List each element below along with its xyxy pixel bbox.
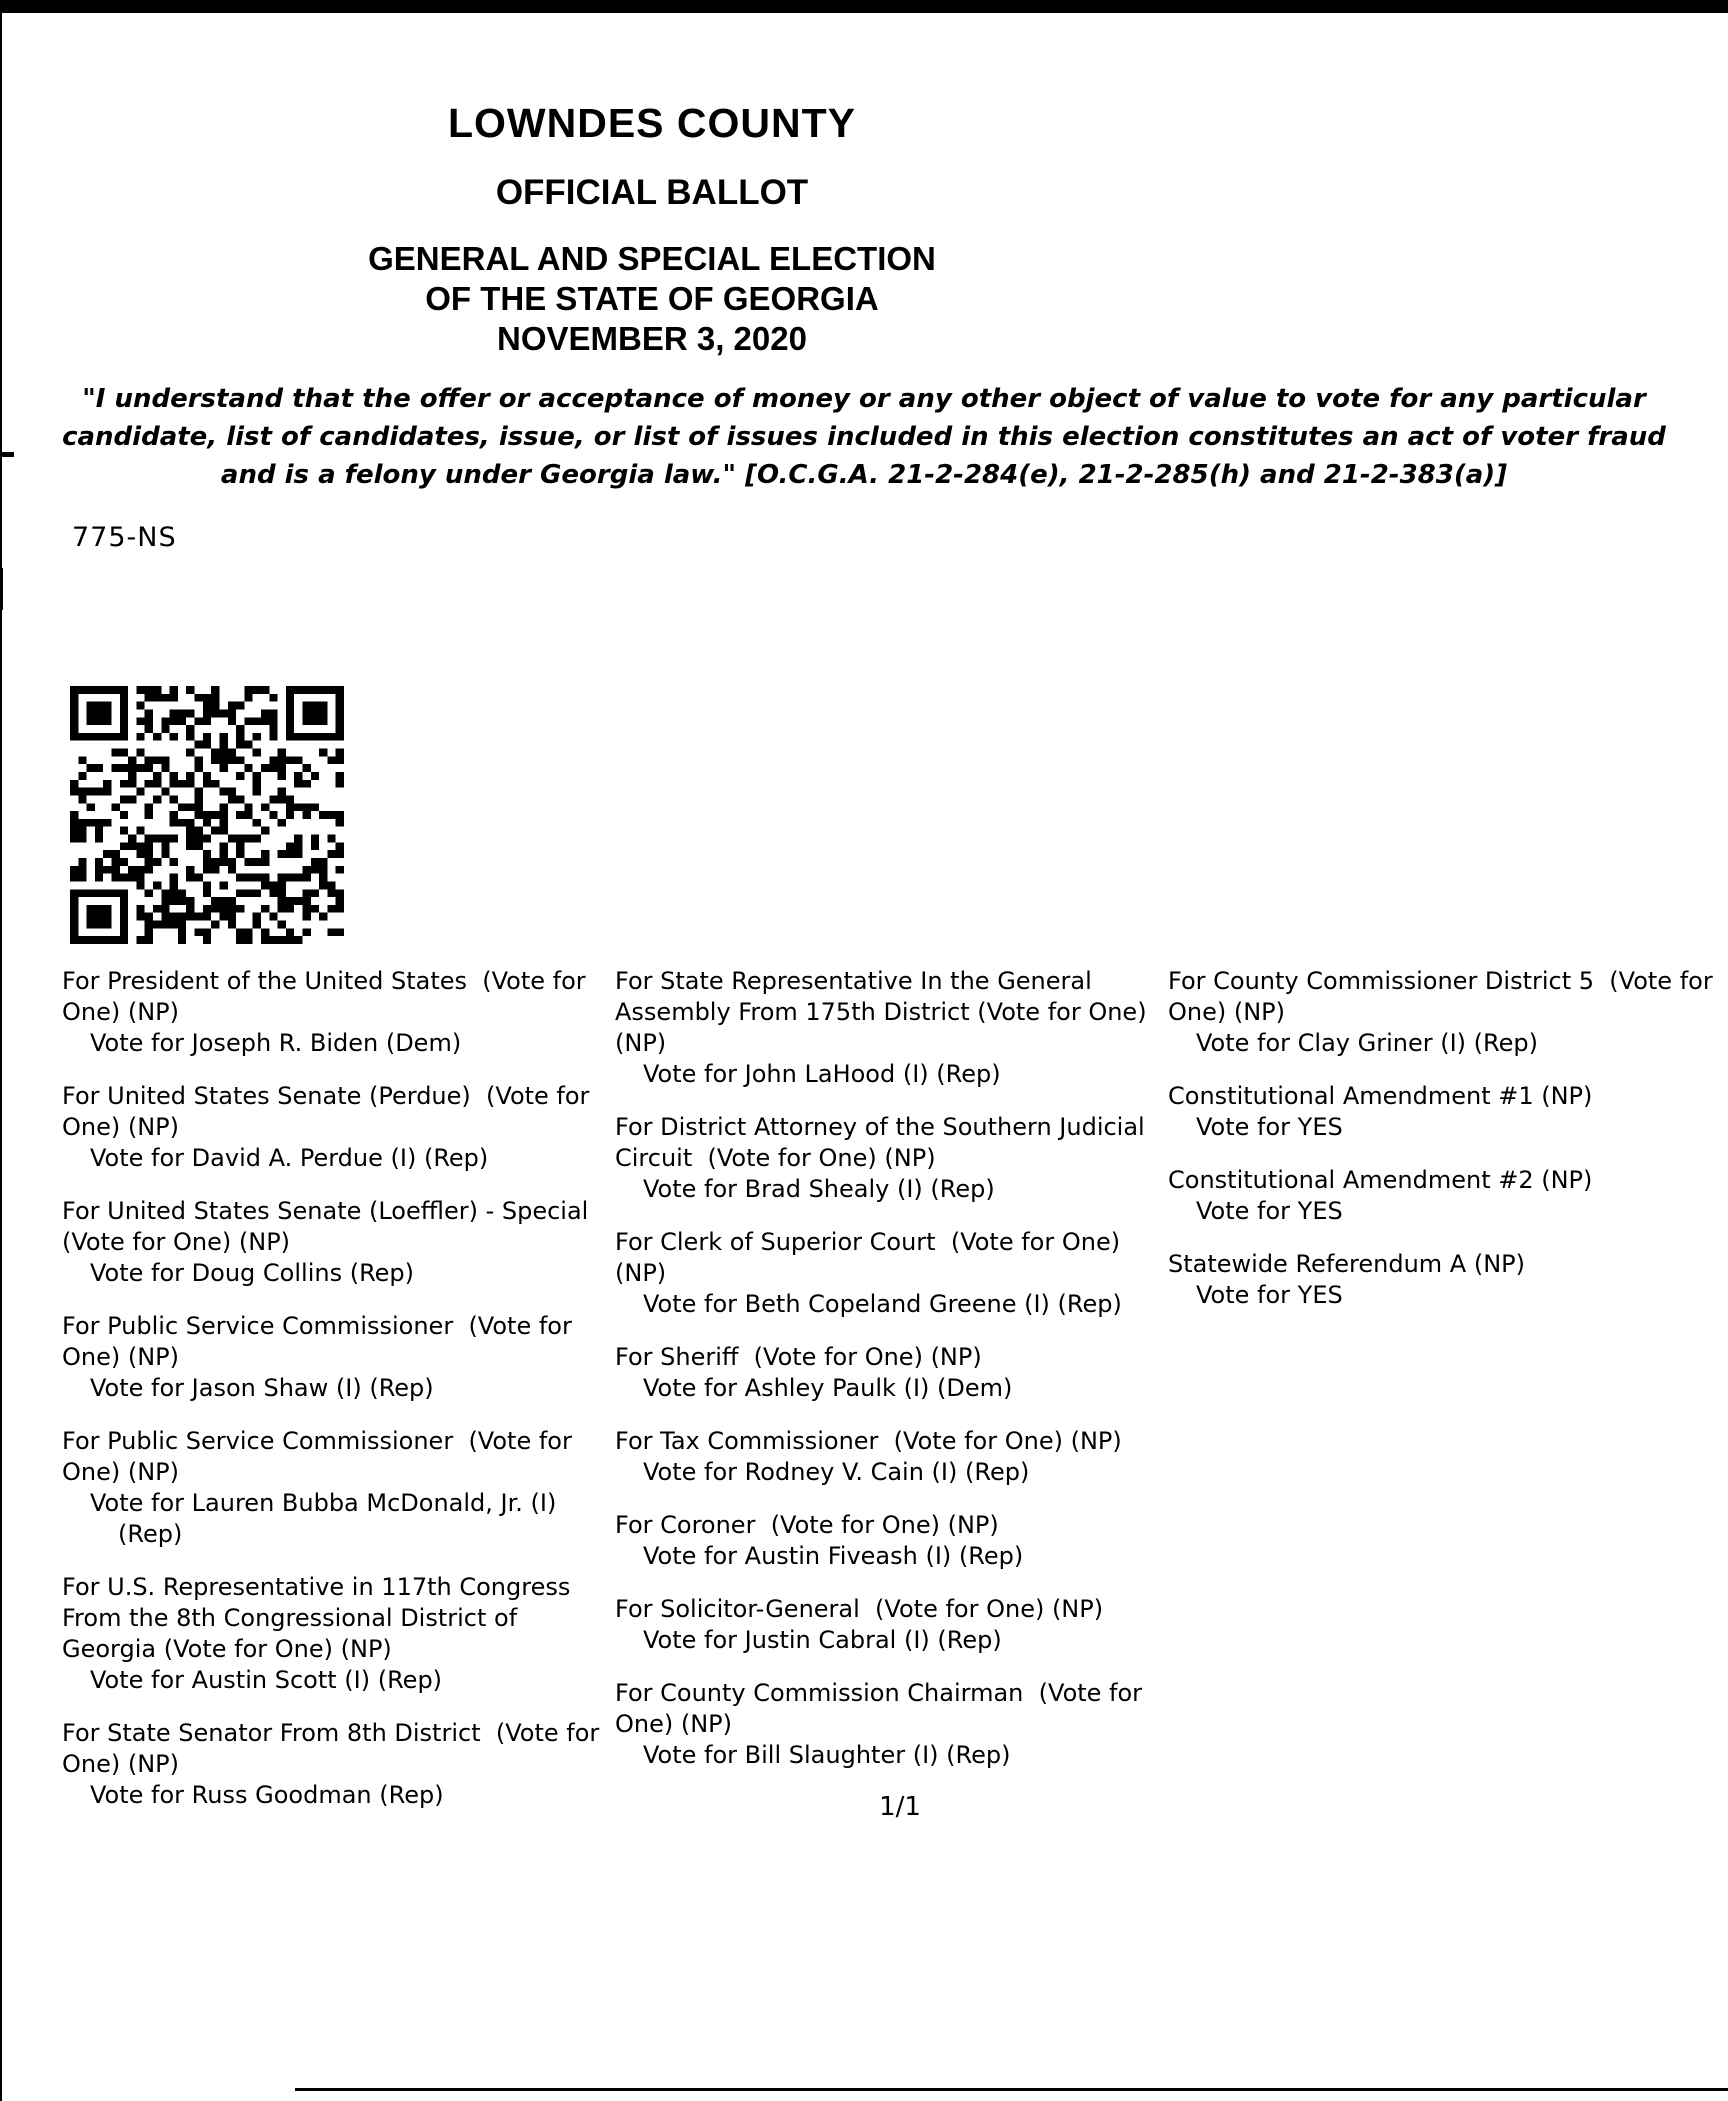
contest-state-senator — [62, 1718, 612, 1811]
contest-title: For State Senator From 8th District (Vote for One) (NP) — [62, 1719, 607, 1778]
contest-psc-1 — [62, 1311, 612, 1404]
contest-title: For Public Service Commissioner (Vote for One) (NP) — [62, 1312, 580, 1371]
contest-selection: Vote for Russ Goodman (Rep) — [90, 1781, 444, 1809]
contest-sheriff — [615, 1342, 1163, 1404]
contest-selection: Vote for Rodney V. Cain (I) (Rep) — [643, 1458, 1030, 1486]
scan-artifact-bottom-line — [295, 2088, 1728, 2091]
contest-title: For County Commissioner District 5 (Vote for One) (NP) — [1168, 967, 1721, 1026]
election-date: NOVEMBER 3, 2020 — [497, 320, 807, 357]
contest-selection: Vote for Austin Scott (I) (Rep) — [90, 1666, 443, 1694]
contest-selection: Vote for Brad Shealy (I) (Rep) — [643, 1175, 995, 1203]
contest-title: For Public Service Commissioner (Vote for One) (NP) — [62, 1427, 580, 1486]
contest-district-attorney — [615, 1112, 1163, 1205]
ballot-column-3 — [1168, 966, 1728, 1333]
contest-amendment-2 — [1168, 1165, 1728, 1227]
contest-selection: Vote for Jason Shaw (I) (Rep) — [90, 1374, 434, 1402]
election-title-line1: GENERAL AND SPECIAL ELECTION — [368, 240, 936, 277]
contest-commission-chairman — [615, 1678, 1163, 1771]
contest-solicitor-general — [615, 1594, 1163, 1656]
contest-title: For Clerk of Superior Court (Vote for One) (NP) — [615, 1228, 1128, 1287]
ballot-style-code: 775-NS — [72, 522, 177, 553]
contest-title: For U.S. Representative in 117th Congress From the 8th Congressional District of Georgia (Vote for One) (NP) — [62, 1573, 578, 1663]
county-title: LOWNDES COUNTY — [447, 100, 857, 146]
ballot-column-1 — [62, 966, 612, 1833]
contest-state-representative — [615, 966, 1163, 1090]
ballot-column-2 — [615, 966, 1163, 1793]
contest-title: For Tax Commissioner (Vote for One) (NP) — [615, 1427, 1122, 1455]
contest-title: For Coroner (Vote for One) (NP) — [615, 1511, 999, 1539]
contest-title: For County Commission Chairman (Vote for One) (NP) — [615, 1679, 1150, 1738]
contest-title: For State Representative In the General Assembly From 175th District (Vote for One) (NP) — [615, 967, 1155, 1057]
contest-psc-2 — [62, 1426, 612, 1550]
contest-selection: Vote for Doug Collins (Rep) — [90, 1259, 415, 1287]
contest-us-senate-perdue — [62, 1081, 612, 1174]
contest-selection: Vote for Joseph R. Biden (Dem) — [90, 1029, 462, 1057]
ballot-header — [57, 100, 1247, 359]
contest-title: For President of the United States (Vote for One) (NP) — [62, 967, 594, 1026]
contest-selection: Vote for Austin Fiveash (I) (Rep) — [643, 1542, 1024, 1570]
contest-title: For Sheriff (Vote for One) (NP) — [615, 1343, 982, 1371]
contest-selection: Vote for Clay Griner (I) (Rep) — [1196, 1029, 1538, 1057]
scan-artifact-left-tick — [0, 568, 3, 610]
voter-fraud-disclaimer: "I understand that the offer or acceptance of money or any other object of value to vote for any particular candidate, list of candidates, issue, or list of issues included in this election constitutes an act of voter fraud and is a felony under Georgia law." [O.C.G.A. 21-2-284(e), 21-2-285(h) and 21-2-383(a)] — [62, 384, 1666, 490]
contest-president — [62, 966, 612, 1059]
contest-selection: Vote for YES — [1196, 1113, 1343, 1141]
contest-title: For Solicitor-General (Vote for One) (NP) — [615, 1595, 1104, 1623]
contest-title: Constitutional Amendment #2 (NP) — [1168, 1166, 1593, 1194]
page-number: 1/1 — [879, 1792, 921, 1822]
contest-referendum-a — [1168, 1249, 1728, 1311]
contest-selection: Vote for David A. Perdue (I) (Rep) — [90, 1144, 489, 1172]
contest-title: Statewide Referendum A (NP) — [1168, 1250, 1525, 1278]
contest-amendment-1 — [1168, 1081, 1728, 1143]
scan-artifact-top-band — [0, 0, 1728, 13]
contest-title: For District Attorney of the Southern Judicial Circuit (Vote for One) (NP) — [615, 1113, 1153, 1172]
contest-selection: Vote for Beth Copeland Greene (I) (Rep) — [643, 1290, 1122, 1318]
contest-county-commissioner-d5 — [1168, 966, 1728, 1059]
contest-title: For United States Senate (Perdue) (Vote for One) (NP) — [62, 1082, 598, 1141]
scan-artifact-left-dash — [0, 452, 14, 457]
ballot-type-title: OFFICIAL BALLOT — [495, 173, 809, 212]
contest-selection: Vote for Justin Cabral (I) (Rep) — [643, 1626, 1002, 1654]
contest-us-representative — [62, 1572, 612, 1696]
contest-selection: Vote for Lauren Bubba McDonald, Jr. (I) (Rep) — [90, 1489, 564, 1548]
contest-coroner — [615, 1510, 1163, 1572]
contest-us-senate-loeffler — [62, 1196, 612, 1289]
contest-selection: Vote for Ashley Paulk (I) (Dem) — [643, 1374, 1013, 1402]
contest-selection: Vote for YES — [1196, 1197, 1343, 1225]
contest-title: Constitutional Amendment #1 (NP) — [1168, 1082, 1593, 1110]
election-title — [57, 239, 1247, 359]
contest-selection: Vote for John LaHood (I) (Rep) — [643, 1060, 1001, 1088]
contest-selection: Vote for Bill Slaughter (I) (Rep) — [643, 1741, 1011, 1769]
contest-title: For United States Senate (Loeffler) - Special (Vote for One) (NP) — [62, 1197, 604, 1256]
qr-code — [70, 686, 344, 944]
contest-selection: Vote for YES — [1196, 1281, 1343, 1309]
election-title-line2: OF THE STATE OF GEORGIA — [425, 280, 879, 317]
contest-clerk-superior-court — [615, 1227, 1163, 1320]
contest-tax-commissioner — [615, 1426, 1163, 1488]
scan-artifact-left-line — [0, 0, 2, 2101]
